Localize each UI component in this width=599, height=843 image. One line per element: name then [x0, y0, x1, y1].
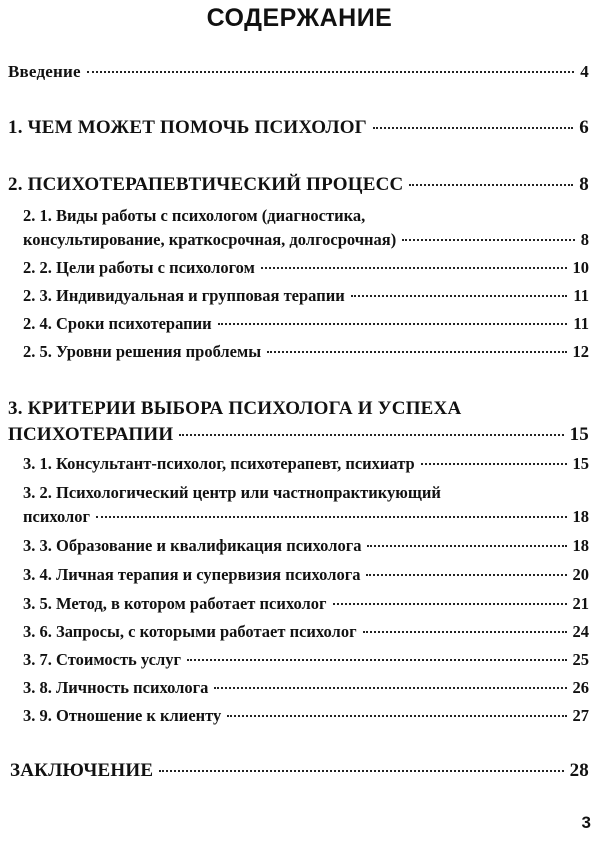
toc-entry-label: ПСИХОТЕРАПИИ	[8, 424, 174, 445]
toc-entry-label: ЗАКЛЮЧЕНИЕ	[10, 760, 154, 781]
toc-entry-label: 3. 7. Стоимость услуг	[23, 650, 181, 669]
dot-leader	[261, 267, 567, 269]
toc-entry-section-2-1[interactable]	[23, 230, 589, 250]
toc-entry-chapter-1[interactable]	[8, 117, 589, 139]
toc-page-number: 6	[579, 117, 589, 138]
dot-leader	[179, 434, 563, 436]
toc-page-number: 27	[572, 706, 589, 725]
toc-entry-label: 3. 3. Образование и квалификация психолога	[23, 536, 362, 555]
toc-entry-section-3-9[interactable]	[23, 706, 589, 726]
toc-page-number: 15	[572, 454, 589, 473]
toc-entry-label: Введение	[8, 62, 81, 81]
dot-leader	[96, 516, 567, 518]
toc-page-number: 12	[572, 342, 589, 361]
toc-entry-label: 2. 2. Цели работы с психологом	[23, 258, 255, 277]
toc-entry-section-2-5[interactable]	[23, 342, 589, 362]
toc-entry-section-2-1-line1[interactable]: 2. 1. Виды работы с психологом (диагностика,	[23, 206, 366, 225]
toc-entry-intro[interactable]	[8, 62, 589, 82]
toc-entry-label: 3. 5. Метод, в котором работает психолог	[23, 594, 327, 613]
dot-leader	[214, 687, 566, 689]
dot-leader	[333, 603, 567, 605]
dot-leader	[363, 631, 567, 633]
toc-page-number: 21	[572, 594, 589, 613]
toc-page-number: 28	[569, 760, 589, 781]
toc-entry-label: 2. 4. Сроки психотерапии	[23, 314, 212, 333]
toc-page-number: 18	[572, 507, 589, 526]
toc-entry-chapter-3[interactable]	[8, 424, 589, 446]
toc-page-number: 15	[569, 424, 589, 445]
toc-page-number: 18	[572, 536, 589, 555]
toc-entry-section-3-7[interactable]	[23, 650, 589, 670]
toc-entry-label: 3. 4. Личная терапия и супервизия психолога	[23, 565, 361, 584]
toc-entry-conclusion[interactable]	[10, 760, 589, 782]
dot-leader	[218, 323, 568, 325]
dot-leader	[87, 71, 575, 73]
toc-page-number: 20	[572, 565, 589, 584]
toc-entry-section-2-2[interactable]	[23, 258, 589, 278]
toc-entry-section-3-6[interactable]	[23, 622, 589, 642]
toc-entry-chapter-3-line1[interactable]: 3. КРИТЕРИИ ВЫБОРА ПСИХОЛОГА И УСПЕХА	[8, 398, 462, 419]
toc-entry-section-3-1[interactable]	[23, 454, 589, 474]
toc-entry-label: консультирование, краткосрочная, долгосрочная)	[23, 230, 397, 249]
dot-leader	[421, 463, 567, 465]
dot-leader	[373, 127, 573, 129]
toc-page-number: 11	[573, 314, 589, 333]
toc-entry-section-3-2[interactable]	[23, 507, 589, 527]
toc-entry-section-2-3[interactable]	[23, 286, 589, 306]
toc-page-number: 26	[572, 678, 589, 697]
toc-entry-chapter-2[interactable]	[8, 174, 589, 196]
toc-entry-section-3-5[interactable]	[23, 594, 589, 614]
toc-entry-label: психолог	[23, 507, 90, 526]
toc-entry-section-3-8[interactable]	[23, 678, 589, 698]
toc-entry-label: 3. 1. Консультант-психолог, психотерапевт, психиатр	[23, 454, 415, 473]
toc-entry-label: 3. 9. Отношение к клиенту	[23, 706, 222, 725]
toc-entry-section-2-4[interactable]	[23, 314, 589, 334]
dot-leader	[187, 659, 567, 661]
toc-page-number: 11	[573, 286, 589, 305]
dot-leader	[409, 184, 573, 186]
toc-entry-label: 2. 3. Индивидуальная и групповая терапии	[23, 286, 345, 305]
dot-leader	[367, 545, 566, 547]
dot-leader	[402, 239, 575, 241]
toc-page-number: 25	[572, 650, 589, 669]
dot-leader	[351, 295, 568, 297]
toc-page-number: 8	[579, 174, 589, 195]
toc-entry-label: 3. 8. Личность психолога	[23, 678, 209, 697]
toc-entry-section-3-4[interactable]	[23, 565, 589, 585]
dot-leader	[366, 574, 566, 576]
toc-entry-label: 3. 6. Запросы, с которыми работает психолог	[23, 622, 357, 641]
dot-leader	[159, 770, 563, 772]
toc-entry-label: 2. ПСИХОТЕРАПЕВТИЧЕСКИЙ ПРОЦЕСС	[8, 174, 404, 195]
dot-leader	[227, 715, 566, 717]
page-title: СОДЕРЖАНИЕ	[206, 4, 393, 32]
toc-entry-label: 1. ЧЕМ МОЖЕТ ПОМОЧЬ ПСИХОЛОГ	[8, 117, 367, 138]
toc-entry-section-3-3[interactable]	[23, 536, 589, 556]
page-number: 3	[581, 813, 591, 832]
toc-page-number: 10	[572, 258, 589, 277]
toc-page-number: 8	[580, 230, 589, 249]
toc-entry-section-3-2-line1[interactable]: 3. 2. Психологический центр или частнопрактикующий	[23, 483, 441, 502]
dot-leader	[267, 351, 566, 353]
toc-page-number: 4	[580, 62, 589, 81]
toc-page-number: 24	[572, 622, 589, 641]
toc-entry-label: 2. 5. Уровни решения проблемы	[23, 342, 262, 361]
